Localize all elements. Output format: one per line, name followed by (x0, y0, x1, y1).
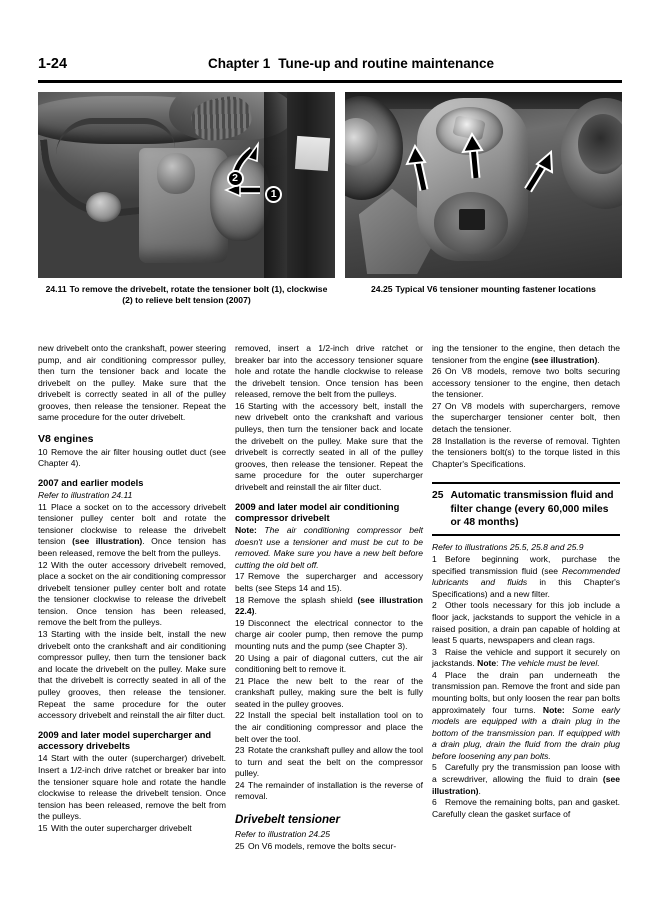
heading-drivebelt-tensioner: Drivebelt tensioner (235, 813, 341, 827)
step-text: Using a pair of diagonal cutters, cut the air conditioning belt to remove it. (235, 652, 423, 675)
caption-number: 24.11 (45, 284, 67, 294)
step-number: 21 (235, 675, 245, 686)
step-number: 28 (432, 435, 442, 446)
step-10 (38, 447, 226, 470)
step-number: 11 (38, 501, 47, 512)
step-text: Installation is the reverse of removal. Tighten the tensioners bolt(s) to the torque listed in this Chapter's Specifications. (432, 435, 620, 469)
figure-24-25 (345, 92, 622, 307)
step-text-b: . (254, 606, 257, 617)
step-number: 16 (235, 400, 245, 411)
figure-24-11 (38, 92, 335, 307)
step-number: 27 (432, 400, 442, 411)
step-text: Start with the outer (supercharger) drivebelt. Insert a 1/2-inch drive ratchet or breaker bar into the tensioner square hole and rotate the handle clockwise to release the drivebelt tension. Once tension has been released, remove the belt from the pulleys. (38, 753, 226, 822)
step-17 (235, 571, 423, 594)
note-block (235, 525, 423, 571)
step-text-a: Remove the splash shield (248, 594, 358, 605)
step-number: 5 (432, 762, 437, 773)
step-number: 4 (432, 669, 437, 680)
figure-caption-24-25 (345, 284, 622, 295)
section25-step-6 (432, 797, 620, 820)
photo-v6-tensioner (345, 92, 622, 278)
step-text: Rotate the crankshaft pulley and allow the tool to turn and seat the belt on the compressor pulley. (235, 745, 423, 779)
header-divider (38, 80, 622, 83)
step-number: 23 (235, 745, 245, 756)
continuation-text-a: ing the tensioner to the engine, then detach the tensioner from the engine (432, 343, 620, 365)
note-text: The air conditioning compressor belt doesn't use a tensioner and must be cut to be removed. Make sure you have a new belt before cutting the old belt off. (235, 525, 423, 570)
step-number: 12 (38, 559, 48, 570)
see-illustration-ref: (see illustration) (531, 354, 598, 365)
caption-text: Typical V6 tensioner mounting fastener locations (395, 284, 596, 294)
step-text: With the outer supercharger drivebelt (51, 822, 192, 833)
callout-arrows (38, 92, 335, 278)
step-text-a: Place a socket on to the accessory drivebelt tensioner pulley center bolt and rotate the tensioner clockwise to release the drivebelt tension (38, 501, 226, 547)
refer-illustration-24-25: Refer to illustration 24.25 (235, 828, 331, 839)
step-text: Remove the air filter housing outlet duct (see Chapter 4). (38, 446, 226, 469)
note-text: Some early models are equipped with a drain plug in the bottom of the transmission pan. If equipped with a drain plug, drain the fluid from the drain plug before loosening any pan bolts. (432, 704, 620, 761)
paragraph-continuation (432, 343, 620, 366)
step-text-a: Raise the vehicle and support it securely on jackstands. (432, 646, 620, 669)
paragraph-continuation: new drivebelt onto the crankshaft, power steering pump, and air conditioning compressor pulley, then turn the tensioner back and locate the drivebelt on the pulley. Make sure that the drivebelt is correctly seated in all of the pulley grooves, then release the tensioner. Repeat the same procedure for the outer drivebelt. (38, 343, 226, 423)
section25-step-5 (432, 762, 620, 797)
caption-text: To remove the drivebelt, rotate the tensioner bolt (1), clockwise (2) to relieve belt tension (2007) (69, 284, 328, 306)
step-text-b: in this Chapter's Specifications) and a new filter. (432, 577, 620, 599)
step-21 (235, 676, 423, 711)
step-text: Remove the supercharger and accessory belts (see Steps 14 and 15). (235, 571, 423, 594)
see-illustration-ref: (see illustration) (72, 536, 143, 547)
step-text: With the outer accessory drivebelt removed, place a socket on the air conditioning compressor drivebelt tensioner pulley center bolt and rotate the tensioner clockwise to release the drivebelt tension. Once tension has been released, remove the belt from the pulleys. (38, 559, 226, 628)
step-24 (235, 780, 423, 803)
step-18 (235, 595, 423, 618)
step-number: 19 (235, 617, 245, 628)
step-27 (432, 401, 620, 436)
section-25-heading-block (432, 482, 620, 536)
step-text-b: . Once tension has been released, remove the belt from the pulleys. (38, 536, 226, 559)
step-text: Remove the remaining bolts, pan and gasket. Carefully clean the gasket surface of (432, 797, 620, 819)
see-illustration-ref: (see illustration 22.4) (235, 594, 423, 617)
step-number: 17 (235, 571, 245, 582)
step-text-a: Before beginning work, purchase the specified transmission fluid (see (432, 554, 620, 576)
step-text: Install the special belt installation tool on to the air conditioning compressor and place the belt over the tool. (235, 710, 423, 744)
step-text: On V8 models, remove two bolts securing accessory tensioner to the engine, then detach the tensioner. (432, 366, 620, 400)
subheading-2009-ac-compressor: 2009 and later model air conditioning compressor drivebelt (235, 501, 400, 523)
section-title-row (432, 489, 620, 529)
section-number: 25 (432, 490, 444, 502)
step-13 (38, 629, 226, 722)
step-number: 15 (38, 822, 48, 833)
step-text: On V6 models, remove the bolts secur- (248, 840, 397, 851)
figure-caption-24-11 (38, 284, 335, 307)
chapter-label: Chapter 1 (208, 56, 271, 71)
chapter-title: Tune-up and routine maintenance (278, 56, 495, 71)
section25-step-2 (432, 600, 620, 646)
step-number: 2 (432, 600, 437, 611)
column-3 (432, 343, 620, 863)
photo-engine-bay-tensioner (38, 92, 335, 278)
step-number: 24 (235, 779, 245, 790)
step-number: 26 (432, 366, 442, 377)
step-number: 13 (38, 629, 48, 640)
step-15 (38, 823, 226, 835)
section25-step-4 (432, 670, 620, 763)
see-illustration-ref: (see illustration) (432, 774, 620, 796)
page-header (38, 56, 622, 82)
refer-illustrations-25: Refer to illustrations 25.5, 25.8 and 25.9 (432, 542, 584, 553)
fastener-location-arrows (345, 92, 622, 278)
step-text: Starting with the accessory belt, install the new drivebelt onto the crankshaft and various pulleys, then turn the tensioner back and locate the drivebelt on the pulley. Make sure that the drivebelt is correctly seated in all of the pulley grooves, then release the tensioner. Repeat the same procedure for the outer supercharger drivebelt and reinstall the air filter duct. (235, 400, 423, 492)
step-number: 25 (235, 840, 245, 851)
caption-number: 24.25 (371, 284, 393, 294)
page-title (188, 56, 622, 71)
step-28 (432, 436, 620, 471)
step-number: 18 (235, 594, 245, 605)
step-number: 20 (235, 652, 245, 663)
step-text: On V8 models with superchargers, remove the supercharger tensioner center bolt, then detach the tensioner. (432, 400, 620, 435)
continuation-text-b: . (597, 354, 600, 365)
callout-badge-2: 2 (227, 170, 244, 187)
step-11 (38, 502, 226, 560)
body-columns (38, 343, 622, 863)
step-number: 3 (432, 646, 437, 657)
note-label: Note: (235, 525, 257, 536)
section-rule-top (432, 482, 620, 484)
step-text-a: Place the drain pan underneath the transmission pan. Remove the front and side pan mounting bolts, but only loosen the rear pan bolts approximately four turns. (432, 669, 620, 715)
step-19 (235, 618, 423, 653)
section25-step-1 (432, 554, 620, 600)
step-text: The remainder of installation is the reverse of removal. (235, 779, 423, 802)
section25-step-3 (432, 647, 620, 670)
note-label: Note: (542, 704, 565, 715)
cross-reference-italic: Recommended lubricants and fluids (432, 565, 620, 588)
step-14 (38, 753, 226, 822)
refer-illustration-24-11: Refer to illustration 24.11 (38, 490, 133, 501)
step-text: Starting with the inside belt, install the new drivebelt onto the crankshaft and air conditioning compressor pulley, then turn the tensioner back and locate the drivebelt on the pulley. Make sure that the drivebelt is correctly seated in all of the pulley grooves, then release the tensioner. Repeat the same procedure for the outer accessory drivebelt and reinstall the air filter duct. (38, 629, 226, 721)
step-25 (235, 841, 423, 853)
paragraph-continuation: removed, insert a 1/2-inch drive ratchet or breaker bar into the accessory tensioner square hole and rotate the handle clockwise to release the drivebelt tension. Once tension has been released, remove the belt from the pulleys. (235, 343, 423, 400)
figure-strip (38, 92, 622, 307)
step-text: Other tools necessary for this job include a floor jack, jackstands to support the vehicle in a raised position, a drain pan capable of holding at least 5 quarts, newspapers and clean rags. (432, 600, 620, 646)
step-text: Place the new belt to the rear of the crankshaft pulley, making sure the belt is fully seated in the pulley grooves. (235, 675, 423, 709)
step-number: 10 (38, 446, 48, 457)
step-26 (432, 366, 620, 401)
note-text: The vehicle must be level. (500, 658, 600, 669)
step-text: Disconnect the electrical connector to the charge air cooler pump, then remove the pump mounting nuts and the pump (see Chapter 3). (235, 617, 423, 651)
heading-v8-engines: V8 engines (38, 433, 94, 446)
section-rule-bottom (432, 534, 620, 536)
subheading-2009-supercharger: 2009 and later model supercharger and accessory drivebelts (38, 729, 212, 752)
callout-badge-1: 1 (265, 186, 282, 203)
step-12 (38, 560, 226, 629)
subheading-2007-and-earlier: 2007 and earlier models (38, 477, 144, 488)
column-1 (38, 343, 226, 863)
step-number: 14 (38, 753, 48, 764)
step-number: 1 (432, 554, 437, 565)
step-22 (235, 710, 423, 745)
step-number: 6 (432, 797, 437, 808)
step-text-a: Carefully pry the transmission pan loose with a screwdriver, allowing the fluid to drain (432, 762, 620, 785)
note-colon: : (496, 658, 501, 669)
step-16 (235, 401, 423, 494)
page-number: 1-24 (38, 56, 68, 72)
step-number: 22 (235, 710, 245, 721)
column-2 (235, 343, 423, 863)
step-text-b: . (478, 785, 481, 796)
step-20 (235, 653, 423, 676)
step-23 (235, 745, 423, 780)
note-label: Note (477, 658, 497, 669)
section-title: Automatic transmission fluid and filter change (every 60,000 miles or 48 months) (450, 490, 614, 529)
